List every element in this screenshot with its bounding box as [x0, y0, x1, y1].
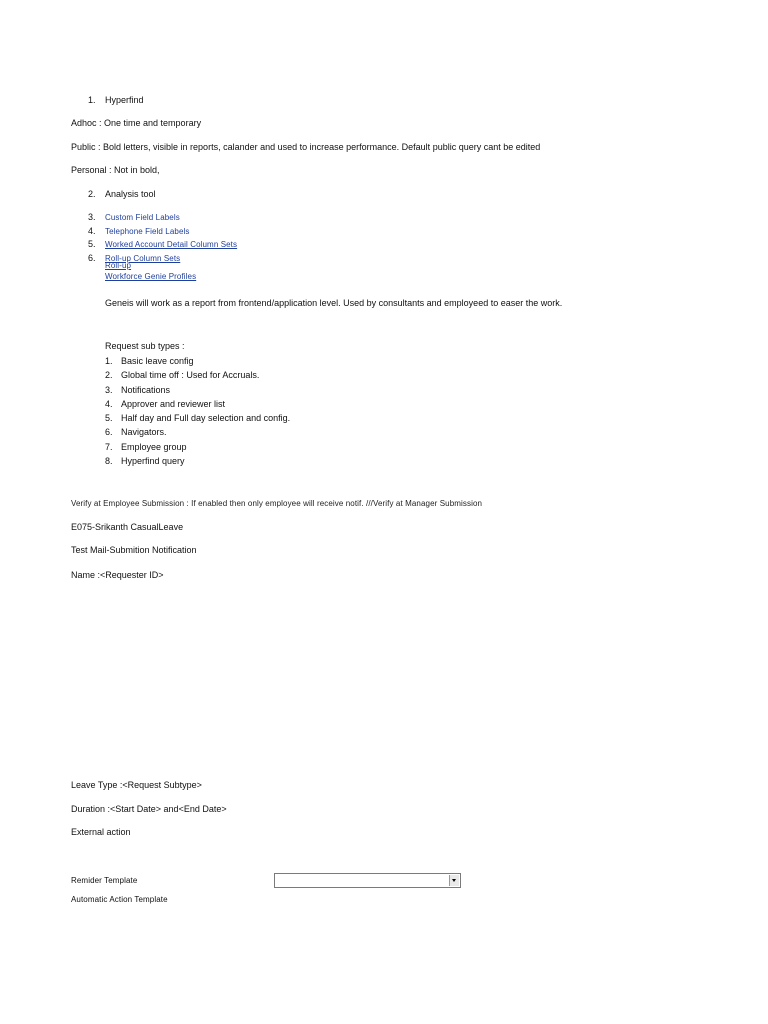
list-number: 2.	[88, 189, 96, 199]
list-label: Navigators.	[121, 427, 167, 438]
list-number: 4.	[105, 398, 113, 409]
request-subtypes-list	[105, 354, 290, 468]
link-item-telephone-field-labels[interactable]	[88, 225, 237, 239]
link-item-custom-field-labels[interactable]	[88, 211, 237, 225]
link-list	[88, 211, 237, 265]
reminder-template-select[interactable]	[274, 873, 461, 888]
list-number: 6.	[88, 252, 96, 263]
link-label[interactable]: Telephone Field Labels	[105, 226, 190, 236]
public-text: Public : Bold letters, visible in reports, calander and used to increase performance. Default public query cant be edited	[71, 142, 541, 152]
list-label: Hyperfind query	[121, 456, 185, 467]
list-item	[105, 411, 290, 425]
list-number: 6.	[105, 427, 113, 438]
list-label: Approver and reviewer list	[121, 398, 226, 409]
adhoc-text: Adhoc : One time and temporary	[71, 118, 202, 128]
list-item-analysis-tool	[88, 188, 156, 200]
link-label[interactable]: Worked Account Detail Column Sets	[105, 240, 238, 249]
list-item	[105, 397, 290, 411]
list-label: Half day and Full day selection and config.	[121, 413, 291, 424]
link-workforce-genie-profiles[interactable]: Workforce Genie Profiles	[105, 271, 197, 281]
list-number: 3.	[105, 384, 113, 395]
reminder-template-label: Remider Template	[71, 876, 138, 885]
list-number: 2.	[105, 370, 113, 381]
list-number: 1.	[88, 95, 96, 105]
list-number: 4.	[88, 225, 96, 236]
list-item	[105, 383, 290, 397]
personal-text: Personal : Not in bold,	[71, 165, 160, 175]
request-subtypes-heading: Request sub types :	[105, 341, 185, 351]
list-number: 3.	[88, 212, 96, 222]
leave-id-text: E075-Srikanth CasualLeave	[71, 522, 184, 532]
list-item	[105, 425, 290, 439]
list-number: 5.	[105, 413, 113, 424]
list-number: 8.	[105, 456, 113, 467]
list-item	[105, 354, 290, 368]
link-label[interactable]: Custom Field Labels	[105, 213, 180, 222]
list-label: Global time off : Used for Accruals.	[121, 370, 260, 381]
link-item-worked-account-detail[interactable]	[88, 238, 237, 252]
list-label: Analysis tool	[105, 189, 156, 199]
list-label: Hyperfind	[105, 95, 144, 105]
leave-type-text: Leave Type :<Request Subtype>	[71, 780, 202, 790]
sublink-list	[105, 261, 196, 282]
duration-text: Duration :<Start Date> and<End Date>	[71, 804, 227, 814]
link-roll-up[interactable]: Roll-up	[105, 261, 132, 270]
list-item-hyperfind	[88, 94, 144, 106]
automatic-action-template-label: Automatic Action Template	[71, 895, 168, 904]
list-number: 7.	[105, 441, 113, 452]
list-label: Basic leave config	[121, 356, 194, 366]
verify-submission-text: Verify at Employee Submission : If enabled then only employee will receive notif. ///Verify at Manager Submission	[71, 499, 483, 508]
external-action-text: External action	[71, 827, 131, 837]
link-label[interactable]: Roll-up Column Sets	[105, 253, 181, 263]
list-item	[105, 454, 290, 468]
list-label: Notifications	[121, 384, 171, 395]
list-number: 1.	[105, 356, 113, 366]
list-number: 5.	[88, 239, 96, 249]
list-label: Employee group	[121, 441, 187, 452]
test-mail-text: Test Mail-Submition Notification	[71, 545, 197, 555]
genie-description: Geneis will work as a report from frontend/application level. Used by consultants and employeed to easer the work.	[105, 298, 563, 308]
name-requester-text: Name :<Requester ID>	[71, 570, 164, 580]
list-item	[105, 440, 290, 454]
chevron-down-icon[interactable]	[449, 875, 459, 886]
list-item	[105, 368, 290, 382]
